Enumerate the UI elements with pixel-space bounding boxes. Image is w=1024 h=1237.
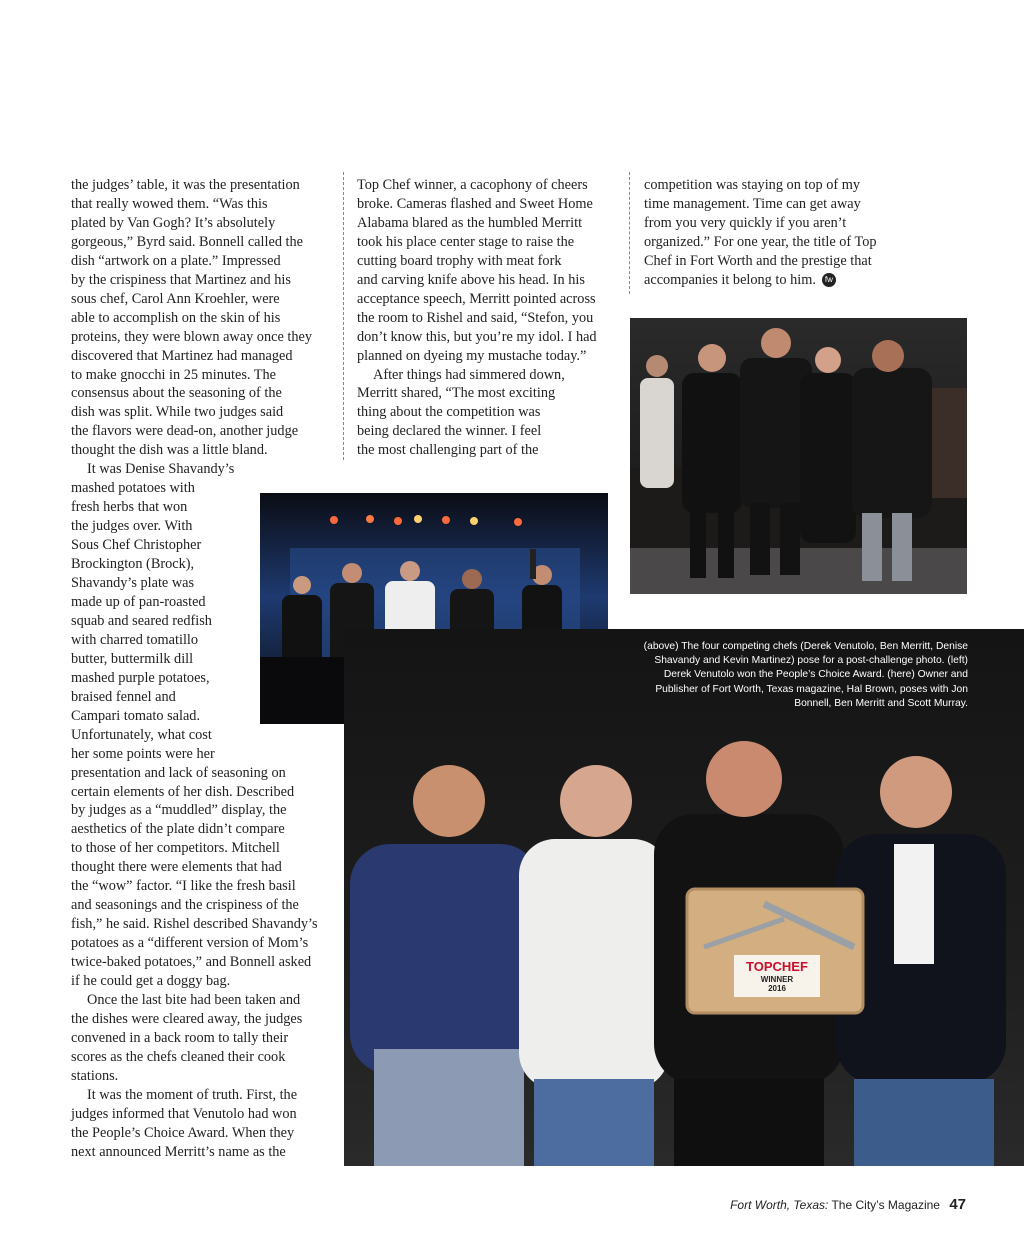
text-line: and carving knife above his head. In his xyxy=(357,271,585,288)
text-line: butter, buttermilk dill xyxy=(71,650,194,667)
text-line: Campari tomato salad. xyxy=(71,707,201,724)
text-line: being declared the winner. I feel xyxy=(357,423,542,440)
photo-caption xyxy=(611,640,968,711)
text-line: Once the last bite had been taken and xyxy=(87,991,301,1008)
text-line: Shavandy’s plate was xyxy=(71,575,195,592)
fw-logo-end-mark: fw xyxy=(822,273,836,287)
text-line: the most challenging part of the xyxy=(357,442,539,459)
text-line: squab and seared redfish xyxy=(71,612,212,629)
text-line: Sous Chef Christopher xyxy=(71,537,202,554)
text-line: certain elements of her dish. Described xyxy=(71,783,295,800)
article-column-3 xyxy=(644,176,924,290)
text-line: After things had simmered down, xyxy=(373,366,565,383)
text-line: dish was split. While two judges said xyxy=(71,404,284,421)
text-line: don’t know this, but you’re my idol. I had xyxy=(357,328,597,345)
text-line: with charred tomatillo xyxy=(71,631,199,648)
caption-line: Publisher of Fort Worth, Texas magazine, Hal Brown, poses with Jon xyxy=(655,683,968,695)
text-line: able to accomplish on the skin of his xyxy=(71,309,281,326)
text-line: planned on dyeing my mustache today.” xyxy=(357,347,587,364)
text-line: twice-baked potatoes,” and Bonnell asked xyxy=(71,954,312,971)
text-line: organized.” For one year, the title of Top xyxy=(644,233,877,250)
text-line: that really wowed them. “Was this xyxy=(71,195,268,212)
text-line-end: accompanies it belong to him. xyxy=(644,271,816,288)
caption-line: Bonnell, Ben Merritt and Scott Murray. xyxy=(794,697,968,709)
text-line: braised fennel and xyxy=(71,688,176,705)
text-line: Unfortunately, what cost xyxy=(71,726,212,743)
text-line: Chef in Fort Worth and the prestige that xyxy=(644,252,872,269)
text-line: the judges’ table, it was the presentation xyxy=(71,177,300,193)
text-line xyxy=(644,271,924,290)
text-line: plated by Van Gogh? It’s absolutely xyxy=(71,214,276,231)
text-line: fresh herbs that won xyxy=(71,499,188,516)
text-line: broke. Cameras flashed and Sweet Home xyxy=(357,195,593,212)
text-line: aesthetics of the plate didn’t compare xyxy=(71,821,285,838)
text-line: cutting board trophy with meat fork xyxy=(357,252,562,269)
text-line: the People’s Choice Award. When they xyxy=(71,1124,295,1141)
trophy-year-text: 2016 xyxy=(768,984,786,993)
text-line: presentation and lack of seasoning on xyxy=(71,764,286,781)
text-line: consensus about the seasoning of the xyxy=(71,385,282,402)
text-line: the room to Rishel and said, “Stefon, you xyxy=(357,309,594,326)
magazine-name: Fort Worth, Texas: xyxy=(730,1198,829,1212)
text-line: made up of pan-roasted xyxy=(71,593,206,610)
text-line: It was Denise Shavandy’s xyxy=(87,461,235,478)
caption-line: Derek Venutolo won the People’s Choice Award. (here) Owner and xyxy=(663,669,968,681)
page-footer xyxy=(730,1196,966,1213)
text-line: next announced Merritt’s name as the xyxy=(71,1143,286,1160)
text-line: if he could get a doggy bag. xyxy=(71,973,231,990)
column-divider xyxy=(629,172,630,294)
text-line: mashed potatoes with xyxy=(71,480,195,497)
trophy-winner-text: WINNER xyxy=(760,975,794,984)
text-line: Merritt shared, “The most exciting xyxy=(357,385,556,402)
text-line: from you very quickly if you aren’t xyxy=(644,214,847,231)
trophy-brand: TOPCHEF xyxy=(746,959,808,974)
caption-line: Shavandy and Kevin Martinez) pose for a post-challenge photo. (left) xyxy=(654,655,968,667)
text-line: thing about the competition was xyxy=(357,404,541,421)
text-line: potatoes as a “different version of Mom’s xyxy=(71,935,309,952)
trophy-board-label xyxy=(734,955,820,997)
text-line: acceptance speech, Merritt pointed across xyxy=(357,290,596,307)
photo-four-chefs xyxy=(630,318,967,594)
column-divider xyxy=(343,172,344,460)
column-1-top-text xyxy=(71,176,333,460)
text-line: thought the dish was a little bland. xyxy=(71,442,268,459)
text-line: thought there were elements that had xyxy=(71,859,282,876)
text-line: time management. Time can get away xyxy=(644,195,861,212)
text-line: Brockington (Brock), xyxy=(71,556,195,573)
text-line: proteins, they were blown away once they xyxy=(71,328,312,345)
text-line: convened in a back room to tally their xyxy=(71,1029,289,1046)
text-line: by the crispiness that Martinez and his xyxy=(71,271,291,288)
text-line: the “wow” factor. “I like the fresh basil xyxy=(71,878,296,895)
text-line: to make gnocchi in 25 minutes. The xyxy=(71,366,277,383)
text-line: gorgeous,” Byrd said. Bonnell called the xyxy=(71,233,304,250)
text-line: dish “artwork on a plate.” Impressed xyxy=(71,252,281,269)
text-line: competition was staying on top of my xyxy=(644,177,861,193)
text-line: discovered that Martinez had managed xyxy=(71,347,293,364)
text-line: scores as the chefs cleaned their cook xyxy=(71,1048,286,1065)
text-line: mashed purple potatoes, xyxy=(71,669,210,686)
caption-line: (above) The four competing chefs (Derek Venutolo, Ben Merritt, Denise xyxy=(643,641,968,652)
text-line: stations. xyxy=(71,1067,119,1084)
text-line: her some points were her xyxy=(71,745,215,762)
text-line: Alabama blared as the humbled Merritt xyxy=(357,214,583,231)
text-line: the judges over. With xyxy=(71,518,193,535)
magazine-tagline: The City’s Magazine xyxy=(831,1198,940,1212)
text-line: took his place center stage to raise the xyxy=(357,233,575,250)
article-column-2 xyxy=(357,176,619,460)
text-line: sous chef, Carol Ann Kroehler, were xyxy=(71,290,280,307)
text-line: fish,” he said. Rishel described Shavandy’s xyxy=(71,916,318,933)
text-line: judges informed that Venutolo had won xyxy=(71,1105,297,1122)
text-line: the flavors were dead-on, another judge xyxy=(71,423,299,440)
text-line: Top Chef winner, a cacophony of cheers xyxy=(357,177,588,193)
text-line: to those of her competitors. Mitchell xyxy=(71,840,280,857)
column-1-bottom-text xyxy=(71,764,333,1162)
text-line: by judges as a “muddled” display, the xyxy=(71,802,287,819)
page-number: 47 xyxy=(949,1196,966,1213)
text-line: the dishes were cleared away, the judges xyxy=(71,1010,303,1027)
text-line: and seasonings and the crispiness of the xyxy=(71,897,299,914)
text-line: It was the moment of truth. First, the xyxy=(87,1086,298,1103)
